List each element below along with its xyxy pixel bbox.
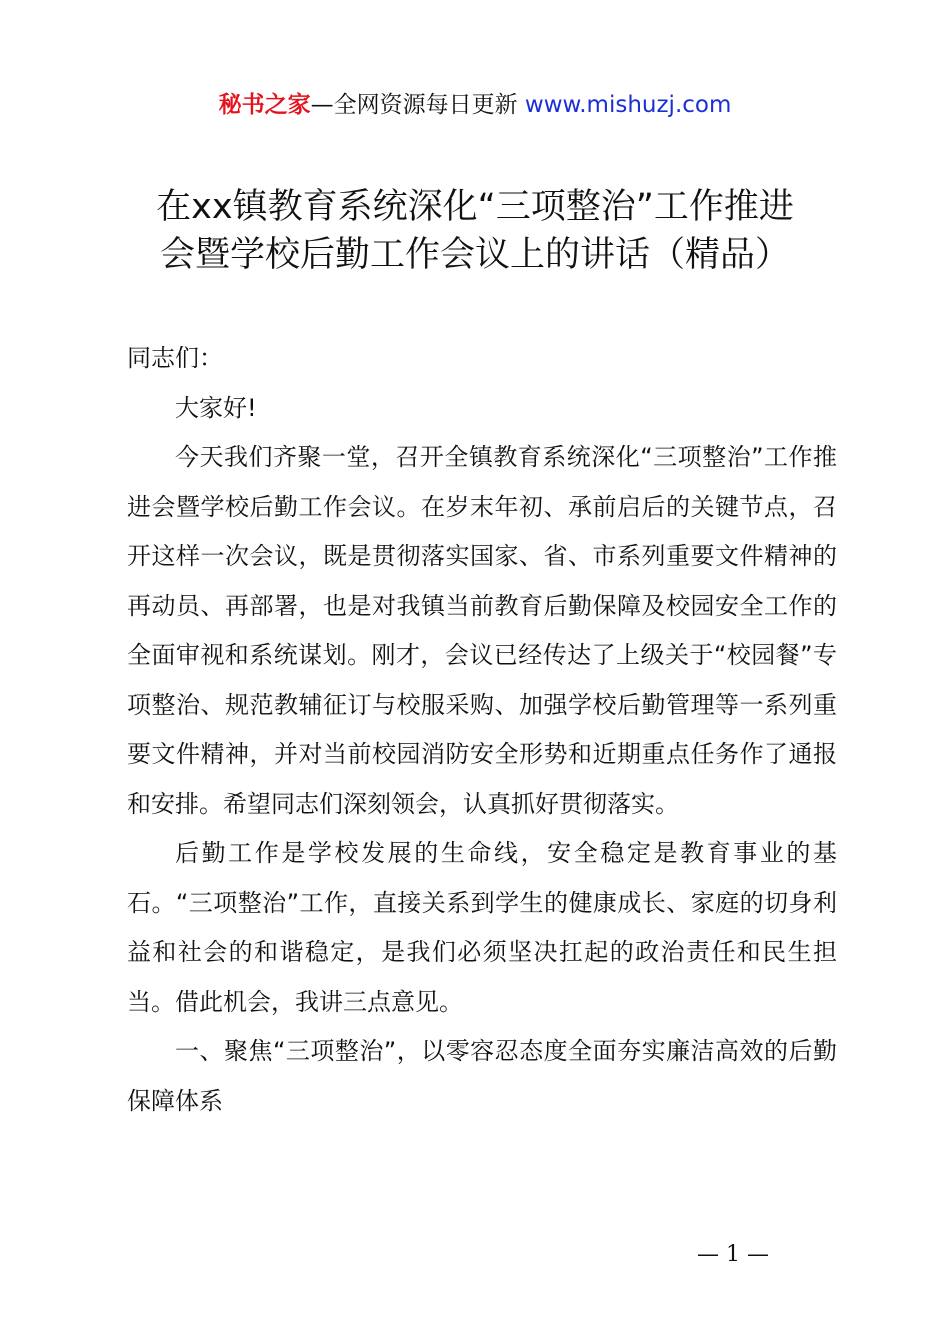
body-paragraph: 今天我们齐聚一堂，召开全镇教育系统深化“三项整治”工作推进会暨学校后勤工作会议。在岁末年初、承前启后的关键节点，召开这样一次会议，既是贯彻落实国家、省、市系列重要文件精神的再动员、再部署，也是对我镇当前教育后勤保障及校园安全工作的全面审视和系统谋划。刚才，会议已经传达了上级关于“校园餐”专项整治、规范教辅征订与校服采购、加强学校后勤管理等一系列重要文件精神，并对当前校园消防安全形势和近期重点任务作了通报和安排。希望同志们深刻领会，认真抓好贯彻落实。 [127, 443, 837, 818]
title-line-2: 会暨学校后勤工作会议上的讲话（精品） [159, 235, 790, 275]
site-brand: 秘书之家 [218, 92, 311, 118]
document-body [127, 334, 837, 1126]
body-paragraph: 后勤工作是学校发展的生命线，安全稳定是教育事业的基石。“三项整治”工作，直接关系到学生的健康成长、家庭的切身利益和社会的和谐稳定，是我们必须坚决扛起的政治责任和民生担当。借此机会，我讲三点意见。 [127, 839, 837, 1016]
body-paragraph: 大家好! [175, 393, 257, 422]
document-title [0, 183, 950, 279]
page-number: — 1 — [697, 1242, 769, 1267]
title-line-1: 在xx镇教育系统深化“三项整治”工作推进 [156, 187, 794, 227]
site-header [0, 88, 950, 122]
section-heading: 一、聚焦“三项整治”，以零容忍态度全面夯实廉洁高效的后勤保障体系 [127, 1037, 837, 1115]
site-tagline: —全网资源每日更新 [310, 92, 518, 118]
salutation: 同志们： [127, 344, 223, 372]
site-url-link[interactable]: www.mishuzj.com [524, 92, 732, 118]
